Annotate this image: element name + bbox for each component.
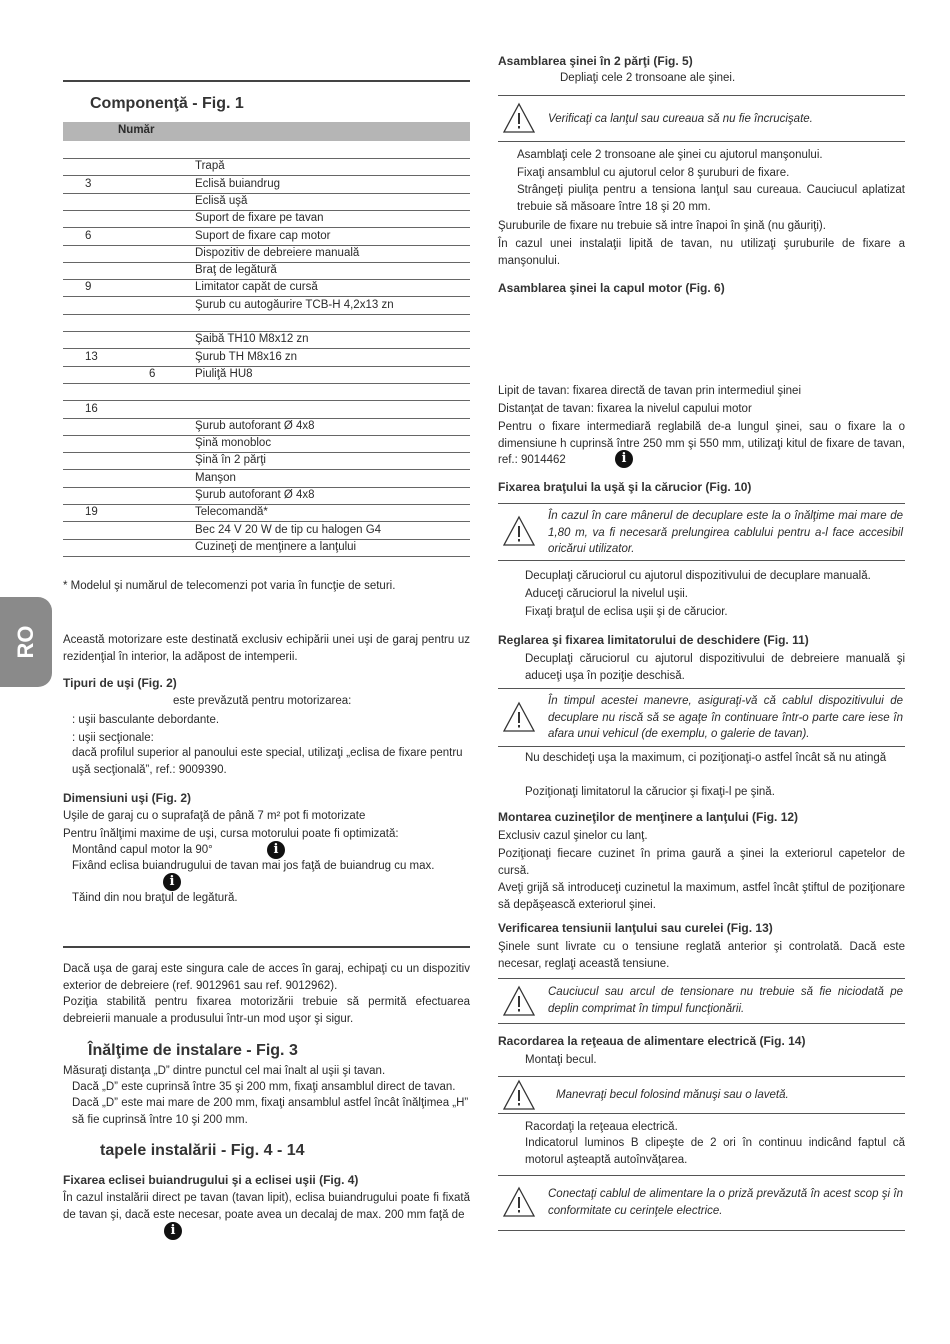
table-row — [63, 401, 470, 419]
warning-icon — [502, 102, 536, 134]
power-title: Racordarea la reţeaua de alimentare electrică (Fig. 14) — [498, 1034, 806, 1048]
table-row — [63, 176, 470, 194]
rail2-line3: Fixaţi ansamblul cu ajutorul celor 8 şuruburi de fixare. — [517, 167, 790, 179]
info-icon: i — [615, 450, 633, 468]
row-number: 19 — [85, 506, 98, 519]
warning-text: Verificaţi ca lanţul sau cureaua să nu fie încrucişate. — [548, 113, 813, 125]
section-rule — [63, 80, 470, 82]
warning-box — [498, 978, 905, 1024]
table-row — [63, 383, 470, 401]
row-label: Bec 24 V 20 W de tip cu halogen G4 — [195, 523, 382, 536]
table-row — [63, 418, 470, 436]
pads-line3: Aveţi grijă să introduceţi cuzinetul la maximum, astfel încât ştiftul de poziţionare să depăşească exteriorul şinei. — [498, 882, 905, 911]
dims-line3: Montând capul motor la 90° — [72, 844, 213, 856]
row-label: Piuliţă HU8 — [195, 367, 253, 380]
table-row — [63, 210, 470, 228]
row-label: Eclisă buiandrug — [195, 177, 281, 190]
door-types-line2: : uşii basculante debordante. — [72, 714, 220, 726]
fix-title: Fixarea eclisei buiandrugului şi a eclisei uşii (Fig. 4) — [63, 1173, 359, 1187]
warning-text: Manevraţi becul folosind mănuşi sau o lavetă. — [556, 1089, 789, 1101]
fix-text: În cazul instalării direct pe tavan (tavan lipit), eclisa buiandrugului poate fi fixată de tavan şi, dacă este necesar, poate avea un decalaj de max. 200 mm faţă de — [63, 1192, 470, 1221]
height-line1: Măsuraţi distanţa „D” dintre punctul cel mai înalt al uşii şi tavan. — [63, 1065, 386, 1077]
row-label: Şină în 2 părţi — [195, 454, 266, 467]
rail2-line6: În cazul unei instalaţii lipită de tavan, nu utilizaţi şuruburile de fixare a manşonului. — [498, 238, 905, 267]
table-row — [63, 470, 470, 488]
warning-icon — [502, 1079, 536, 1111]
ceiling-line2: Distanţat de tavan: fixarea la nivelul capului motor — [498, 403, 752, 415]
row-label: Suport de fixare pe tavan — [195, 212, 324, 225]
arm-line3: Fixaţi braţul de eclisa uşii şi de cărucior. — [525, 606, 728, 618]
table-row — [63, 228, 470, 246]
table-row — [63, 331, 470, 349]
table-row — [63, 366, 470, 384]
language-tab — [0, 597, 52, 687]
height-title: Înălţime de instalare - Fig. 3 — [88, 1042, 298, 1059]
row-label: Şurub TH M8x16 zn — [195, 350, 298, 363]
dims-line4: Fixând eclisa buiandrugului de tavan mai jos faţă de buiandrug cu max. — [72, 860, 435, 872]
row-label: Braţ de legătură — [195, 264, 277, 277]
door-types-title: Tipuri de uşi (Fig. 2) — [63, 676, 177, 690]
table-row — [63, 452, 470, 470]
table-row — [63, 435, 470, 453]
limit-line3: Poziţionaţi limitatorul la cărucior şi fixaţi-l pe şină. — [525, 786, 775, 798]
rail2-title: Asamblarea şinei în 2 părţi (Fig. 5) — [498, 54, 693, 68]
row-label: Eclisă uşă — [195, 194, 248, 207]
info-icon: i — [267, 841, 285, 859]
table-row — [63, 279, 470, 297]
height-line2: Dacă „D” este cuprinsă între 35 şi 200 mm, fixaţi ansamblul direct de tavan. — [72, 1081, 456, 1093]
row-label: Şurub autoforant Ø 4x8 — [195, 489, 315, 501]
ceiling-line1: Lipit de tavan: fixarea directă de tavan prin intermediul şinei — [498, 385, 802, 397]
warning-box — [498, 1175, 905, 1231]
components-title: Componenţă - Fig. 1 — [90, 95, 244, 112]
warning-text: Cauciucul sau arcul de tensionare nu trebuie să fie niciodată pe deplin comprimat în timpul funcţionării. — [548, 986, 903, 1015]
row-label: Telecomandă* — [195, 506, 268, 519]
rail2-line5: Şuruburile de fixare nu trebuie să intre înapoi în şină (nu găuriţi). — [498, 220, 826, 232]
rail2-line2: Asamblaţi cele 2 tronsoane ale şinei cu ajutorul manşonului. — [517, 149, 823, 161]
door-types-line4: dacă profilul superior al panoului este special, utilizaţi „eclisa de fixare pentru uşă secţională”, ref.: 9009390. — [72, 747, 463, 776]
dims-line1: Uşile de garaj cu o suprafaţă de până 7 m² pot fi motorizate — [63, 810, 366, 822]
warning-box — [498, 503, 905, 561]
dims-line5: Tăind din nou braţul de legătură. — [72, 892, 238, 904]
door-types-line1: este prevăzută pentru motorizarea: — [173, 695, 352, 707]
warning-text: În timpul acestei manevre, asiguraţi-vă că cablul dispozitivului de decuplare nu riscă să se agaţe în continuare într-o parte care iese în afara unui vehicul (de exemplu, o galerie de tavan). — [548, 695, 903, 740]
limit-title: Reglarea şi fixarea limitatorului de deschidere (Fig. 11) — [498, 633, 809, 647]
arm-line1: Decuplaţi căruciorul cu ajutorul dispozitivului de decuplare manuală. — [525, 570, 871, 582]
table-header — [63, 122, 470, 141]
height-line3: Dacă „D” este mai mare de 200 mm, fixaţi ansamblul astfel încât înălţimea „H” să fie cuprinsă între 10 şi 200 mm. — [72, 1097, 469, 1126]
row-label: Limitator capăt de cursă — [195, 281, 318, 294]
intro-text: Această motorizare este destinată exclusiv echipării unei uşi de garaj pentru uz rezidenţial în interior, la adăpost de intemperii. — [63, 634, 470, 663]
arm-title: Fixarea braţului la uşă şi la cărucior (Fig. 10) — [498, 480, 752, 494]
info-icon: i — [163, 873, 181, 891]
warning-box — [498, 688, 905, 747]
arm-line2: Aduceţi căruciorul la nivelul uşii. — [525, 588, 688, 600]
table-row — [63, 193, 470, 211]
table-row — [63, 487, 470, 505]
row-number: 6 — [85, 229, 92, 242]
table-row — [63, 158, 470, 176]
dims-title: Dimensiuni uşi (Fig. 2) — [63, 791, 192, 805]
warning-text: În cazul în care mânerul de decuplare este la o înălţime mai mare de 1,80 m, va fi necesară prelungirea cablului pentru a-l face accesibil oricărui utilizator. — [548, 510, 903, 555]
warning-box — [498, 95, 905, 142]
pads-title: Montarea cuzineţilor de menţinere a lanţului (Fig. 12) — [498, 810, 799, 824]
table-header-number: Număr — [118, 124, 155, 136]
warning-icon — [502, 985, 536, 1017]
row-number: 9 — [85, 281, 92, 294]
ceiling-line3: Pentru o fixare intermediară reglabilă de-a lungul şinei, sau o fixare la o dimensiune h cuprinsă între 250 mm şi 550 mm, utilizaţi kitul de fixare de tavan, ref.: 9014462 — [498, 421, 905, 466]
pads-line2: Poziţionaţi fiecare cuzinet în prima gaură a şinei la exteriorul capetelor de cursă. — [498, 848, 905, 877]
motor-title: Asamblarea şinei la capul motor (Fig. 6) — [498, 281, 725, 295]
row-label: Manşon — [195, 471, 236, 484]
language-tab-label: RO — [13, 625, 38, 659]
row-quantity: 6 — [149, 367, 156, 380]
table-row — [63, 141, 470, 159]
warning-icon — [502, 515, 536, 547]
power-line2: Racordaţi la reţeaua electrică. — [525, 1121, 678, 1133]
limit-line2: Nu deschideţi uşa la maximum, ci poziţionaţi-o astfel încât să nu atingă — [525, 752, 887, 764]
warning-icon — [502, 1186, 536, 1218]
table-row — [63, 262, 470, 280]
row-label: Trapă — [195, 160, 225, 173]
table-row — [63, 539, 470, 557]
power-line3: Indicatorul luminos B clipeşte de 2 ori în continuu indicând faptul că motorul aşteaptă autoînvăţarea. — [525, 1137, 905, 1166]
table-row — [63, 314, 470, 332]
row-label: Şaibă TH10 M8x12 zn — [195, 333, 309, 346]
dims-line2: Pentru înălţimi maxime de uşi, cursa motorului poate fi optimizată: — [63, 828, 399, 840]
row-label: Suport de fixare cap motor — [195, 229, 331, 242]
table-row — [63, 297, 470, 315]
pads-line1: Exclusiv cazul şinelor cu lanţ. — [498, 830, 648, 842]
row-number: 3 — [85, 177, 92, 190]
safety-p2: Poziţia stabilită pentru fixarea motorizării trebuie să permită efectuarea debreierii manuale a produsului într-un mod uşor şi sigur. — [63, 996, 470, 1025]
table-row — [63, 522, 470, 540]
row-number: 16 — [85, 402, 98, 415]
row-label: Dispozitiv de debreiere manuală — [195, 246, 360, 259]
table-row — [63, 245, 470, 263]
power-line1: Montaţi becul. — [525, 1054, 597, 1066]
row-label: Cuzineţi de menţinere a lanţului — [195, 540, 357, 553]
row-number: 13 — [85, 350, 98, 363]
steps-title: tapele instalării - Fig. 4 - 14 — [100, 1142, 305, 1159]
row-label: Şurub autoforant Ø 4x8 — [195, 419, 315, 432]
row-label: Şurub cu autogăurire TCB-H 4,2x13 zn — [195, 298, 394, 311]
table-row — [63, 504, 470, 522]
info-icon: i — [164, 1222, 182, 1240]
table-row — [63, 349, 470, 367]
warning-box — [498, 1076, 905, 1114]
safety-p1: Dacă uşa de garaj este singura cale de acces în garaj, echipaţi cu un dispozitiv exterior de debreiere (ref. 9012961 sau ref. 9012962). — [63, 963, 470, 992]
warning-text: Conectaţi cablul de alimentare la o priză prevăzută în acest scop şi în conformitate cu cerinţele electrice. — [548, 1188, 903, 1217]
rail2-line1: Depliaţi cele 2 tronsoane ale şinei. — [560, 72, 736, 84]
tension-title: Verificarea tensiunii lanţului sau curelei (Fig. 13) — [498, 921, 773, 935]
rail2-line4: Strângeţi piuliţa pentru a tensiona lanţul sau cureaua. Cauciucul aplatizat trebuie să măsoare între 18 şi 20 mm. — [517, 184, 905, 213]
door-types-line3: : uşii secţionale: — [72, 732, 154, 744]
limit-line1: Decuplaţi căruciorul cu ajutorul dispozitivului de debreiere manuală şi aduceţi uşa în poziţie deschisă. — [525, 653, 905, 682]
components-footnote: * Modelul şi numărul de telecomenzi pot varia în funcţie de seturi. — [63, 580, 396, 592]
section-rule — [63, 946, 470, 948]
row-label: Şină monobloc — [195, 437, 272, 450]
warning-icon — [502, 701, 536, 733]
tension-line1: Şinele sunt livrate cu o tensiune reglată anterior şi controlată. Dacă este necesar, reglaţi această tensiune. — [498, 941, 905, 970]
